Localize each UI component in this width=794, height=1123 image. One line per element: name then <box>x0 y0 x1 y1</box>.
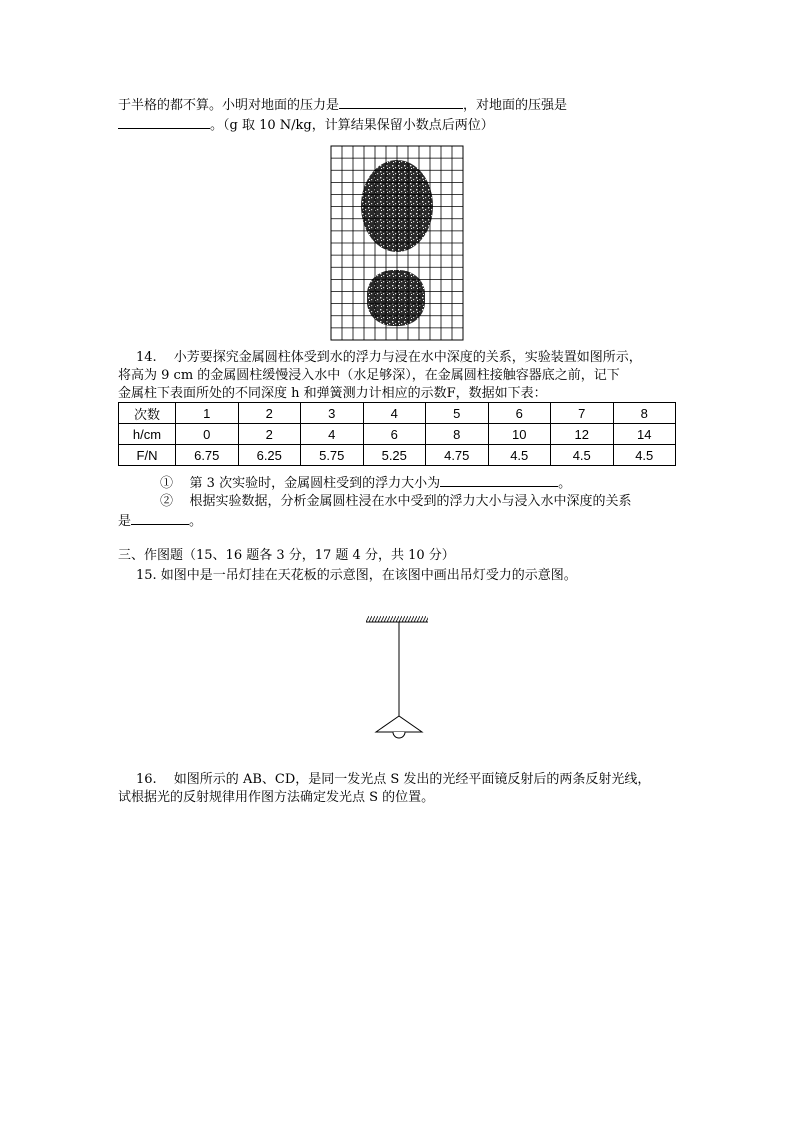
hanging-lamp-figure <box>360 610 440 750</box>
q14-sub1-marker: ① <box>160 476 174 491</box>
section3-heading: 三、作图题（15、16 题各 3 分，17 题 4 分，共 10 分） <box>118 548 455 563</box>
table-row-label: F/N <box>119 445 176 466</box>
table-cell: 4 <box>363 403 426 424</box>
table-cell: 12 <box>551 424 614 445</box>
table-cell: 8 <box>426 424 489 445</box>
table-cell: 6.25 <box>238 445 301 466</box>
lamp-shade <box>376 716 422 732</box>
q16-line-1: 16. 如图所示的 AB、CD，是同一发光点 S 发出的光经平面镜反射后的两条反射光线， <box>136 772 651 787</box>
q13-pressure-blank[interactable] <box>118 116 210 129</box>
table-cell: 4.5 <box>551 445 614 466</box>
q13-text-c: 。（g 取 10 N/kg，计算结果保留小数点后两位） <box>210 118 494 133</box>
q14-sub1-end: 。 <box>558 476 572 491</box>
q15-text: 15. 如图中是一吊灯挂在天花板的示意图，在该图中画出吊灯受力的示意图。 <box>136 568 577 583</box>
table-cell: 5.75 <box>301 445 364 466</box>
q13-line-1 <box>118 96 567 114</box>
table-cell: 5 <box>426 403 489 424</box>
q14-sub1-text: 第 3 次实验时，金属圆柱受到的浮力大小为 <box>189 476 441 491</box>
table-cell: 6.75 <box>176 445 239 466</box>
footprint-heel-shape <box>367 270 425 326</box>
q14-sub2-marker: ② <box>160 494 174 509</box>
table-cell: 4.5 <box>488 445 551 466</box>
q14-sub2-text-a: 是 <box>118 514 132 529</box>
q14-sub2-line2 <box>118 512 202 530</box>
q14-sub1 <box>160 474 571 492</box>
table-row-depth <box>119 424 676 445</box>
table-cell: 4 <box>301 424 364 445</box>
q14-line-3: 金属柱下表面所处的不同深度 h 和弹簧测力计相应的示数F，数据如下表： <box>118 386 547 401</box>
q14-data-table <box>118 402 676 466</box>
table-row-force <box>119 445 676 466</box>
table-cell: 14 <box>613 424 676 445</box>
table-cell: 1 <box>176 403 239 424</box>
q13-pressure-force-blank[interactable] <box>339 96 463 109</box>
table-cell: 7 <box>551 403 614 424</box>
table-cell: 8 <box>613 403 676 424</box>
table-row-label: 次数 <box>119 403 176 424</box>
q14-buoyancy-blank[interactable] <box>440 474 558 487</box>
footprint-grid-figure <box>331 146 463 340</box>
q14-line-1: 14. 小芳要探究金属圆柱体受到水的浮力与浸在水中深度的关系，实验装置如图所示， <box>136 350 642 365</box>
table-cell: 2 <box>238 403 301 424</box>
table-cell: 10 <box>488 424 551 445</box>
table-cell: 4.75 <box>426 445 489 466</box>
ceiling-hatch <box>366 616 428 622</box>
table-cell: 5.25 <box>363 445 426 466</box>
q14-line-2: 将高为 9 cm 的金属圆柱缓慢浸入水中（水足够深），在金属圆柱接触容器底之前，记下 <box>118 368 620 383</box>
table-row-label: h/cm <box>119 424 176 445</box>
q14-sub2 <box>160 494 632 510</box>
lamp-bulb <box>393 732 405 738</box>
q16-line-2: 试根据光的反射规律用作图方法确定发光点 S 的位置。 <box>118 790 435 805</box>
q14-relationship-blank[interactable] <box>131 512 189 525</box>
q13-line-2 <box>118 116 494 134</box>
table-cell: 2 <box>238 424 301 445</box>
table-cell: 0 <box>176 424 239 445</box>
q14-sub2-text: 根据实验数据，分析金属圆柱浸在水中受到的浮力大小与浸入水中深度的关系 <box>189 494 632 509</box>
q13-text-a: 于半格的都不算。小明对地面的压力是 <box>118 98 340 113</box>
table-cell: 4.5 <box>613 445 676 466</box>
table-row-trial <box>119 403 676 424</box>
table-cell: 6 <box>363 424 426 445</box>
q14-sub2-text-b: 。 <box>189 514 203 529</box>
q13-text-b: ，对地面的压强是 <box>463 98 568 113</box>
table-cell: 3 <box>301 403 364 424</box>
table-cell: 6 <box>488 403 551 424</box>
